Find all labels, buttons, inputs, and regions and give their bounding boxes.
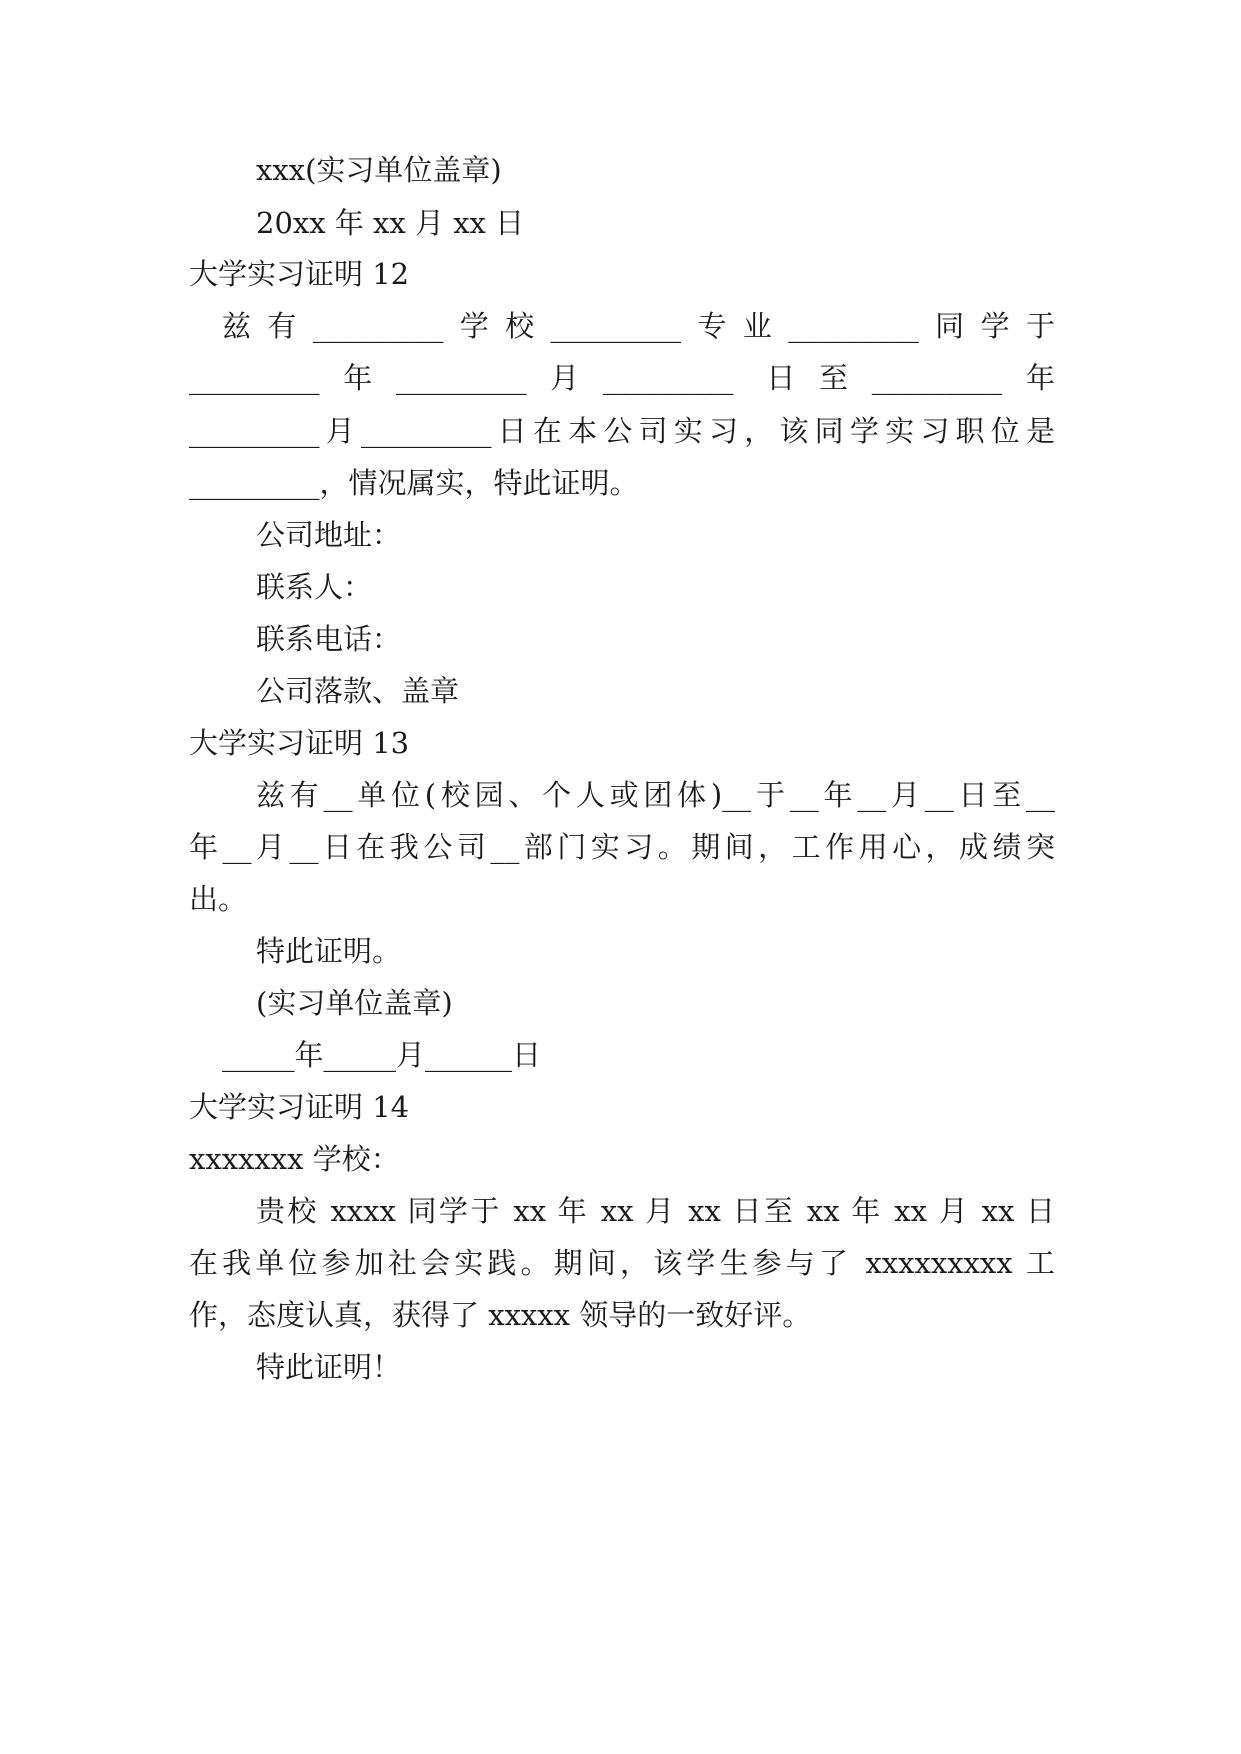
contact-person-label: 联系人： <box>256 570 373 604</box>
date-line: 20xx 年 xx 月 xx 日 <box>256 206 525 240</box>
seal-line: (实习单位盖章) <box>256 986 453 1020</box>
company-address-label: 公司地址： <box>256 518 402 552</box>
paragraph-line: 兹有__单位(校园、个人或团体)__于__年__月__日至__ <box>256 778 1055 812</box>
paragraph-line: 年__月__日在我公司__部门实习。期间，工作用心，成绩突 <box>189 830 1055 864</box>
salutation-line: xxxxxxx 学校： <box>189 1142 400 1176</box>
paragraph-line: 兹有_________学校_________专业_________同学于 <box>222 309 1055 343</box>
paragraph-line: 出。 <box>189 882 248 916</box>
section-title: 大学实习证明 14 <box>189 1090 410 1124</box>
section-title: 大学实习证明 12 <box>189 257 410 291</box>
paragraph-line: 在我单位参加社会实践。期间，该学生参与了 xxxxxxxxx 工 <box>189 1246 1055 1280</box>
paragraph-line: _________，情况属实，特此证明。 <box>189 466 639 500</box>
seal-line: xxx(实习单位盖章) <box>256 153 502 187</box>
certify-line: 特此证明。 <box>256 934 402 968</box>
certify-line: 特此证明！ <box>256 1350 402 1384</box>
paragraph-line: 贵校 xxxx 同学于 xx 年 xx 月 xx 日至 xx 年 xx 月 xx 日 <box>256 1194 1055 1228</box>
paragraph-line: _________月_________日在本公司实习，该同学实习职位是 <box>189 414 1055 448</box>
company-stamp-label: 公司落款、盖章 <box>256 674 460 708</box>
paragraph-line: _________年_________月_________ 日至_________年 <box>189 361 1055 395</box>
contact-phone-label: 联系电话： <box>256 622 402 656</box>
paragraph-line: 作，态度认真，获得了 xxxxx 领导的一致好评。 <box>189 1298 812 1332</box>
section-title: 大学实习证明 13 <box>189 726 410 760</box>
date-line: _____年_____月______日 <box>222 1038 542 1072</box>
